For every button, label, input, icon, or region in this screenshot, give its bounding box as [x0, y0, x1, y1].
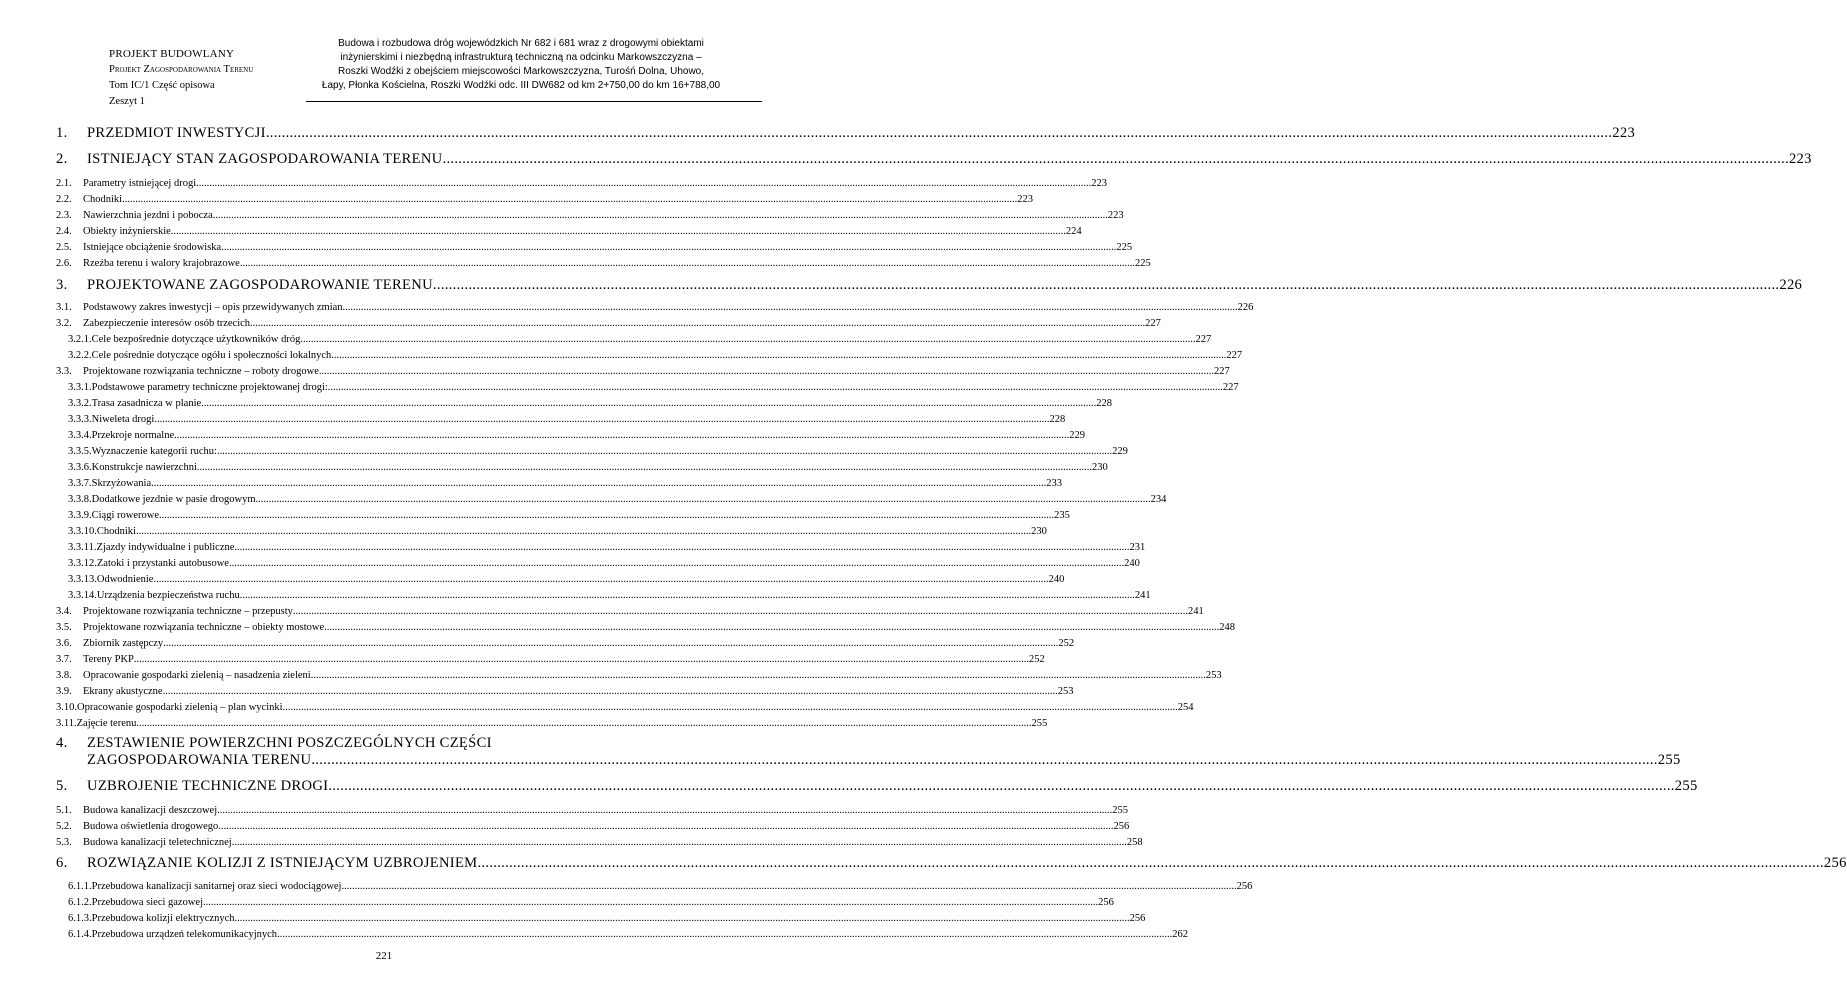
toc-leader [217, 446, 1112, 457]
toc-number: 3.11. [56, 718, 77, 729]
toc-title: Zjazdy indywidualne i publiczne [96, 542, 235, 553]
toc-number: 3.3.2. [68, 398, 92, 409]
header-project-part: Projekt Zagospodarowania Terenu [109, 64, 254, 75]
toc-number: 3.3.7. [68, 478, 92, 489]
toc-page: 252 [1029, 654, 1045, 665]
toc-entry[interactable] [56, 178, 1108, 189]
toc-entry[interactable] [56, 821, 1130, 832]
toc-title: Zajęcie terenu [76, 718, 137, 729]
toc-entry[interactable] [56, 686, 1074, 697]
toc-entry[interactable] [56, 446, 1128, 457]
toc-page: 254 [1177, 702, 1194, 713]
toc-leader [153, 574, 1048, 585]
toc-number: 3.3.12. [68, 558, 97, 569]
toc-title: PRZEDMIOT INWESTYCJI [87, 125, 266, 141]
toc-entry[interactable] [56, 414, 1066, 425]
toc-page: 227 [1222, 382, 1239, 393]
toc-number: 3.8. [56, 670, 72, 681]
toc-entry[interactable] [56, 494, 1167, 505]
toc-leader [240, 258, 1135, 269]
toc-page: 256 [1129, 913, 1146, 924]
toc-number: 3.2.2. [68, 350, 92, 361]
toc-title: Podstawowe parametry techniczne projektowanej drogi: [91, 382, 328, 393]
toc-number: 3.2. [56, 318, 72, 329]
toc-leader [328, 778, 1674, 795]
toc-title: Podstawowy zakres inwestycji – opis przewidywanych zmian [83, 302, 343, 313]
toc-number: 3.3.5. [68, 446, 92, 457]
toc-page: 225 [1116, 242, 1133, 253]
toc-leader [197, 462, 1092, 473]
toc-page: 256 [1823, 855, 1847, 871]
toc-page: 253 [1205, 670, 1222, 681]
header-title-line: Łapy, Płonka Kościelna, Roszki Wodźki odc. III DW682 od km 2+750,00 do km 16+788,00 [321, 80, 721, 91]
toc-number: 1. [56, 125, 68, 141]
toc-leader [171, 226, 1066, 237]
toc-page: 227 [1195, 334, 1212, 345]
toc-number: 6.1.3. [68, 913, 92, 924]
header-volume: Tom IC/1 Część opisowa [109, 80, 215, 91]
toc-title: Przebudowa sieci gazowej [91, 897, 203, 908]
toc-entry[interactable] [56, 702, 1194, 713]
toc-entry[interactable] [56, 837, 1143, 848]
toc-title: Przebudowa urządzeń telekomunikacyjnych [91, 929, 278, 940]
toc-leader [331, 350, 1226, 361]
toc-number: 3.7. [56, 654, 72, 665]
toc-title: Obiekty inżynierskie [83, 226, 171, 237]
toc-leader [217, 805, 1112, 816]
toc-leader [203, 897, 1098, 908]
toc-entry[interactable] [56, 881, 1253, 892]
toc-leader [221, 242, 1116, 253]
toc-leader [328, 382, 1223, 393]
toc-number: 3.3.4. [68, 430, 92, 441]
toc-leader [154, 414, 1049, 425]
toc-number: 3.3.8. [68, 494, 92, 505]
toc-title: Istniejące obciążenie środowiska [83, 242, 222, 253]
toc-number: 3.3.9. [68, 510, 92, 521]
toc-title: Ciągi rowerowe [91, 510, 159, 521]
toc-title: Projektowane rozwiązania techniczne – przepusty [83, 606, 293, 617]
toc-number: 3.1. [56, 302, 72, 313]
toc-leader [277, 929, 1172, 940]
toc-number: 5.3. [56, 837, 72, 848]
header-booklet: Zeszyt 1 [109, 96, 145, 107]
toc-entry[interactable] [56, 670, 1222, 681]
toc-leader [300, 334, 1195, 345]
toc-number: 3.3.6. [68, 462, 92, 473]
toc-leader [213, 210, 1108, 221]
toc-leader [232, 837, 1127, 848]
toc-entry[interactable] [56, 366, 1230, 377]
toc-title: Zbiornik zastępczy [83, 638, 164, 649]
toc-entry[interactable] [56, 735, 1681, 769]
toc-page: 235 [1054, 510, 1070, 521]
header-project-info [109, 46, 253, 110]
toc-number: 6.1.2. [68, 897, 92, 908]
toc-page: 233 [1046, 478, 1062, 489]
toc-entry[interactable] [56, 510, 1070, 521]
toc-title: ZESTAWIENIE POWIERZCHNI POSZCZEGÓLNYCH CZĘŚCI [87, 735, 492, 751]
toc-title: Przekroje normalne [91, 430, 175, 441]
toc-page: 262 [1172, 929, 1188, 940]
toc-number: 2.1. [56, 178, 72, 189]
toc-number: 6.1.1. [68, 881, 92, 892]
toc-title: Wyznaczenie kategorii ruchu: [91, 446, 217, 457]
toc-leader [311, 670, 1206, 681]
toc-title: Opracowanie gospodarki zielenią – plan wycinki [77, 702, 283, 713]
toc-number: 5.1. [56, 805, 72, 816]
toc-entry[interactable] [56, 382, 1239, 393]
toc-leader [136, 718, 1031, 729]
toc-entry[interactable] [56, 855, 1847, 872]
toc-leader [283, 702, 1178, 713]
toc-leader [174, 430, 1069, 441]
toc-title: Konstrukcje nawierzchni [91, 462, 197, 473]
toc-leader [256, 494, 1151, 505]
toc-number: 3.5. [56, 622, 72, 633]
toc-number: 5. [56, 778, 68, 794]
toc-title: Dodatkowe jezdnie w pasie drogowym [91, 494, 256, 505]
toc-title: Nawierzchnia jezdni i pobocza [83, 210, 213, 221]
toc-number: 3.3.3. [68, 414, 92, 425]
toc-title: Zatoki i przystanki autobusowe [96, 558, 229, 569]
toc-page: 223 [1107, 210, 1124, 221]
toc-entry[interactable] [56, 897, 1114, 908]
toc-entry[interactable] [56, 558, 1140, 569]
toc-title: Budowa kanalizacji teletechnicznej [83, 837, 232, 848]
toc-leader [319, 366, 1214, 377]
toc-title: Niweleta drogi [91, 414, 155, 425]
toc-title: Budowa oświetlenia drogowego [83, 821, 219, 832]
toc-leader [134, 654, 1029, 665]
toc-entry[interactable] [56, 242, 1133, 253]
toc-number: 3.3.13. [68, 574, 97, 585]
toc-entry[interactable] [56, 654, 1045, 665]
toc-entry[interactable] [56, 350, 1243, 361]
toc-entry[interactable] [56, 226, 1082, 237]
toc-leader [343, 302, 1238, 313]
toc-entry[interactable] [56, 929, 1188, 940]
toc-page: 234 [1150, 494, 1167, 505]
toc-entry[interactable] [56, 638, 1075, 649]
toc-number: 3.4. [56, 606, 72, 617]
toc-number: 3.3.10. [68, 526, 97, 537]
toc-page: 226 [1779, 277, 1803, 293]
toc-leader [229, 558, 1124, 569]
toc-page: 255 [1112, 805, 1128, 816]
toc-page: 240 [1124, 558, 1140, 569]
toc-title: Odwodnienie [96, 574, 154, 585]
toc-title: Parametry istniejącej drogi [83, 178, 197, 189]
toc-page: 223 [1788, 151, 1812, 167]
toc-title: PROJEKTOWANE ZAGOSPODAROWANIE TERENU [87, 277, 433, 293]
toc-title: ROZWIĄZANIE KOLIZJI Z ISTNIEJĄCYM UZBROJENIEM [87, 855, 478, 871]
toc-entry[interactable] [56, 398, 1113, 409]
toc-title: Projektowane rozwiązania techniczne – roboty drogowe [83, 366, 319, 377]
toc-title: Opracowanie gospodarki zielenią – nasadzenia zieleni [83, 670, 311, 681]
toc-leader [163, 686, 1058, 697]
header-divider [306, 101, 762, 102]
toc-page: 228 [1049, 414, 1066, 425]
toc-number: 3.3.11. [68, 542, 97, 553]
toc-number: 2.6. [56, 258, 72, 269]
toc-number: 3.3. [56, 366, 72, 377]
toc-title: Tereny PKP [83, 654, 134, 665]
toc-title: Cele pośrednie dotyczące ogółu i społeczności lokalnych [91, 350, 332, 361]
toc-leader [163, 638, 1058, 649]
toc-leader [240, 590, 1135, 601]
toc-entry[interactable] [56, 574, 1065, 585]
toc-leader [293, 606, 1188, 617]
toc-leader [250, 318, 1145, 329]
toc-title: ISTNIEJĄCY STAN ZAGOSPODAROWANIA TERENU [87, 151, 443, 167]
toc-leader [201, 398, 1096, 409]
toc-number: 2.3. [56, 210, 72, 221]
header-title-line: inżynierskimi i niezbędną infrastrukturą techniczną na odcinku Markowszczyzna – [340, 52, 702, 63]
toc-page: 256 [1113, 821, 1130, 832]
toc-entry[interactable] [56, 318, 1161, 329]
toc-number: 3.2.1. [68, 334, 92, 345]
toc-page: 240 [1048, 574, 1065, 585]
toc-page: 229 [1069, 430, 1086, 441]
toc-page: 258 [1126, 837, 1143, 848]
toc-entry[interactable] [56, 606, 1204, 617]
toc-page: 225 [1134, 258, 1151, 269]
toc-page: 255 [1674, 778, 1698, 794]
toc-entry[interactable] [56, 478, 1062, 489]
toc-entry[interactable] [56, 778, 1698, 795]
toc-entry[interactable] [56, 526, 1047, 537]
toc-leader [341, 881, 1236, 892]
toc-title: Chodniki [83, 194, 123, 205]
toc-page: 227 [1226, 350, 1243, 361]
toc-page: 256 [1098, 897, 1114, 908]
toc-number: 2.2. [56, 194, 72, 205]
toc-title: Przebudowa kolizji elektrycznych [91, 913, 235, 924]
toc-title: Przebudowa kanalizacji sanitarnej oraz sieci wodociągowej [91, 881, 342, 892]
toc-page: 252 [1058, 638, 1075, 649]
toc-title-continued: ZAGOSPODAROWANIA TERENU [87, 752, 312, 768]
toc-entry[interactable] [56, 258, 1151, 269]
toc-leader [122, 194, 1017, 205]
toc-leader [196, 178, 1091, 189]
toc-number: 3.9. [56, 686, 72, 697]
toc-page: 248 [1219, 622, 1235, 633]
toc-entry[interactable] [56, 542, 1146, 553]
toc-title: Rzeźba terenu i walory krajobrazowe [83, 258, 240, 269]
toc-title: Cele bezpośrednie dotyczące użytkowników dróg [91, 334, 301, 345]
toc-page: 241 [1188, 606, 1204, 617]
toc-page: 230 [1031, 526, 1047, 537]
toc-entry[interactable] [56, 302, 1254, 313]
toc-title: Budowa kanalizacji deszczowej [83, 805, 218, 816]
toc-entry[interactable] [56, 622, 1235, 633]
toc-entry[interactable] [56, 430, 1086, 441]
toc-number: 2. [56, 151, 68, 167]
toc-page: 223 [1017, 194, 1033, 205]
toc-entry[interactable] [56, 462, 1108, 473]
toc-page: 223 [1091, 178, 1108, 189]
toc-leader [311, 752, 1657, 769]
toc-title: Chodniki [96, 526, 136, 537]
header-title-line: Roszki Wodźki z obejściem miejscowości Markowszczyzna, Turośń Dolna, Uhowo, [337, 66, 705, 77]
toc-leader [235, 913, 1130, 924]
toc-entry[interactable] [56, 718, 1048, 729]
toc-title: Ekrany akustyczne [83, 686, 163, 697]
toc-page: 255 [1657, 752, 1681, 768]
toc-number: 3.3.1. [68, 382, 92, 393]
toc-leader [159, 510, 1054, 521]
toc-entry[interactable] [56, 151, 1812, 168]
toc-number: 2.4. [56, 226, 72, 237]
toc-leader [266, 125, 1612, 142]
header-investment-title [306, 37, 736, 93]
toc-entry[interactable] [56, 125, 1636, 142]
toc-leader [136, 526, 1031, 537]
toc-number: 6.1.4. [68, 929, 92, 940]
toc-page: 230 [1092, 462, 1108, 473]
toc-page: 255 [1031, 718, 1048, 729]
toc-page: 231 [1129, 542, 1146, 553]
toc-number: 4. [56, 735, 68, 751]
page-number: 221 [375, 950, 393, 962]
toc-number: 3.3.14. [68, 590, 97, 601]
toc-page: 223 [1612, 125, 1636, 141]
toc-title: Zabezpieczenie interesów osób trzecich [83, 318, 251, 329]
toc-number: 5.2. [56, 821, 72, 832]
toc-page: 229 [1112, 446, 1128, 457]
toc-page: 241 [1134, 590, 1151, 601]
toc-number: 3.6. [56, 638, 72, 649]
toc-leader [234, 542, 1129, 553]
toc-page: 227 [1145, 318, 1161, 329]
toc-page: 226 [1237, 302, 1254, 313]
toc-entry[interactable] [56, 913, 1146, 924]
toc-leader [218, 821, 1113, 832]
toc-number: 3. [56, 277, 68, 293]
header-title-line: Budowa i rozbudowa dróg wojewódzkich Nr 682 i 681 wraz z drogowymi obiektami [338, 38, 704, 49]
toc-page: 253 [1057, 686, 1074, 697]
toc-number: 2.5. [56, 242, 72, 253]
toc-title: Urządzenia bezpieczeństwa ruchu [96, 590, 240, 601]
toc-leader [433, 277, 1779, 294]
toc-page: 224 [1065, 226, 1082, 237]
toc-page: 227 [1214, 366, 1230, 377]
toc-page: 228 [1096, 398, 1113, 409]
toc-page: 256 [1236, 881, 1253, 892]
toc-title: Projektowane rozwiązania techniczne – obiekty mostowe [83, 622, 325, 633]
toc-leader [443, 151, 1789, 168]
toc-title: Skrzyżowania [91, 478, 152, 489]
toc-entry[interactable] [56, 277, 1803, 294]
toc-leader [477, 855, 1823, 872]
toc-number: 3.10. [56, 702, 77, 713]
toc-leader [324, 622, 1219, 633]
toc-number: 6. [56, 855, 68, 871]
toc-title: Trasa zasadnicza w planie [91, 398, 202, 409]
toc-entry[interactable] [56, 210, 1124, 221]
toc-entry[interactable] [56, 590, 1151, 601]
toc-leader [151, 478, 1046, 489]
toc-entry[interactable] [56, 805, 1128, 816]
header-project-type: PROJEKT BUDOWLANY [109, 48, 235, 60]
toc-entry[interactable] [56, 334, 1212, 345]
toc-title: UZBROJENIE TECHNICZNE DROGI [87, 778, 329, 794]
toc-entry[interactable] [56, 194, 1033, 205]
